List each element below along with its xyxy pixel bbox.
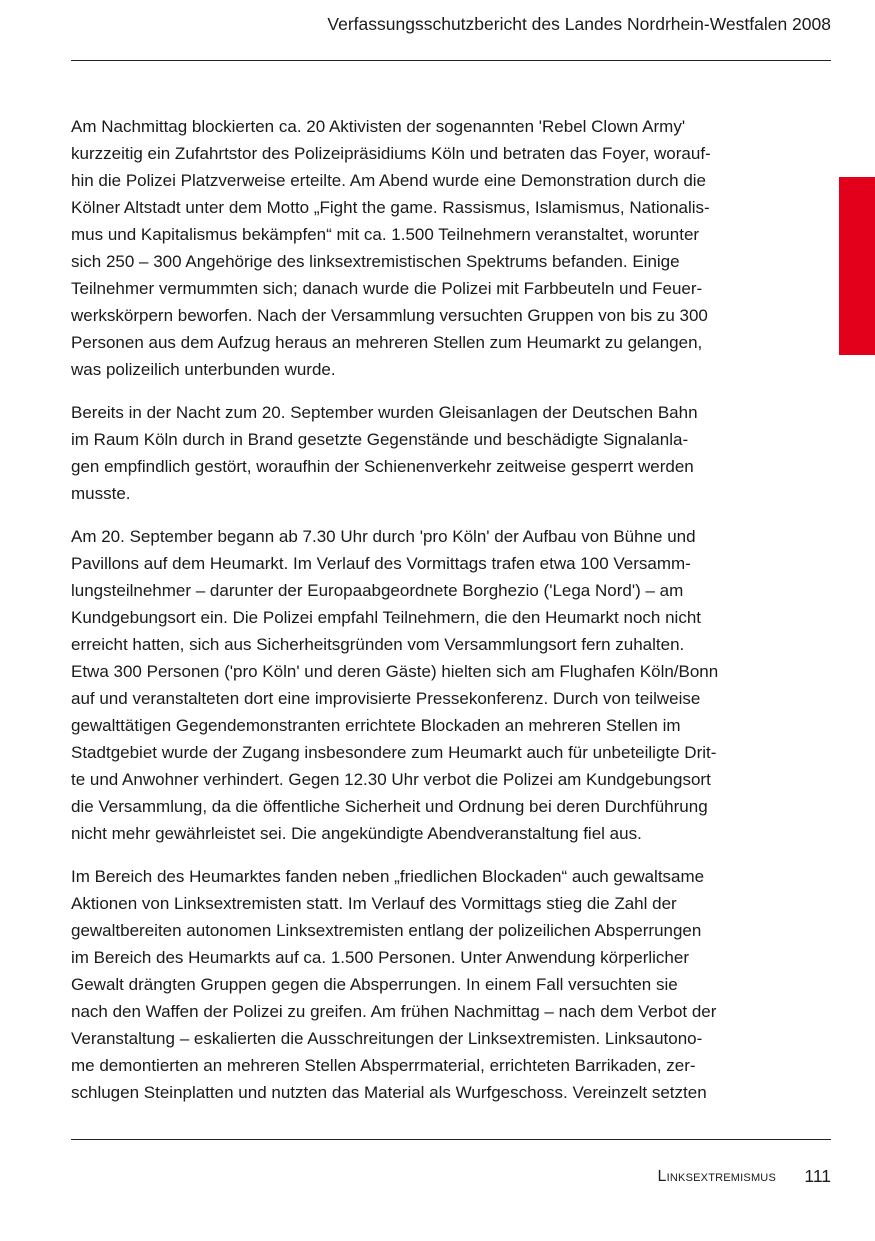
text-line: im Bereich des Heumarkts auf ca. 1.500 Personen. Unter Anwendung körperlicher xyxy=(71,948,689,967)
text-line: Stadtgebiet wurde der Zugang insbesondere zum Heumarkt auch für unbeteiligte Drit- xyxy=(71,743,717,762)
text-line: was polizeilich unterbunden wurde. xyxy=(71,360,336,379)
page-header-title: Verfassungsschutzbericht des Landes Nordrhein-Westfalen 2008 xyxy=(327,14,831,34)
text-line: Aktionen von Linksextremisten statt. Im Verlauf des Vormittags stieg die Zahl der xyxy=(71,894,677,913)
text-line: Bereits in der Nacht zum 20. September wurden Gleisanlagen der Deutschen Bahn xyxy=(71,403,698,422)
text-line: nicht mehr gewährleistet sei. Die angekündigte Abendveranstaltung fiel aus. xyxy=(71,824,642,843)
text-line: gewaltbereiten autonomen Linksextremisten entlang der polizeilichen Absperrungen xyxy=(71,921,702,940)
text-line: werkskörpern beworfen. Nach der Versammlung versuchten Gruppen von bis zu 300 xyxy=(71,306,708,325)
text-line: Etwa 300 Personen ('pro Köln' und deren Gäste) hielten sich am Flughafen Köln/Bonn xyxy=(71,662,719,681)
text-line: hin die Polizei Platzverweise erteilte. Am Abend wurde eine Demonstration durch die xyxy=(71,171,707,190)
text-line: schlugen Steinplatten und nutzten das Material als Wurfgeschoss. Vereinzelt setzten xyxy=(71,1083,707,1102)
text-line: auf und veranstalteten dort eine improvisierte Pressekonferenz. Durch von teilweise xyxy=(71,689,701,708)
text-line: Im Bereich des Heumarktes fanden neben „friedlichen Blockaden“ auch gewaltsame xyxy=(71,867,705,886)
text-line: Am 20. September begann ab 7.30 Uhr durch 'pro Köln' der Aufbau von Bühne und xyxy=(71,527,696,546)
paragraph xyxy=(71,523,831,847)
text-line: die Versammlung, da die öffentliche Sicherheit und Ordnung bei deren Durchführung xyxy=(71,797,708,816)
paragraph xyxy=(71,399,831,507)
text-line: te und Anwohner verhindert. Gegen 12.30 Uhr verbot die Polizei am Kundgebungsort xyxy=(71,770,711,789)
text-line: mus und Kapitalismus bekämpfen“ mit ca. 1.500 Teilnehmern veranstaltet, worunter xyxy=(71,225,700,244)
footer-section-title: Linksextremismus xyxy=(657,1168,776,1185)
body-text xyxy=(71,113,831,1122)
text-line: kurzzeitig ein Zufahrtstor des Polizeipräsidiums Köln und betraten das Foyer, worauf- xyxy=(71,144,711,163)
text-line: Gewalt drängten Gruppen gegen die Absperrungen. In einem Fall versuchten sie xyxy=(71,975,678,994)
text-line: Kölner Altstadt unter dem Motto „Fight the game. Rassismus, Islamismus, Nationalis- xyxy=(71,198,710,217)
text-line: musste. xyxy=(71,484,131,503)
text-line: Veranstaltung – eskalierten die Ausschreitungen der Linksextremisten. Linksautono- xyxy=(71,1029,703,1048)
text-line: Personen aus dem Aufzug heraus an mehreren Stellen zum Heumarkt zu gelangen, xyxy=(71,333,703,352)
text-line: gewalttätigen Gegendemonstranten errichtete Blockaden an mehreren Stellen im xyxy=(71,716,681,735)
text-line: erreicht hatten, sich aus Sicherheitsgründen vom Versammlungsort fern zuhalten. xyxy=(71,635,685,654)
text-line: lungsteilnehmer – darunter der Europaabgeordnete Borghezio ('Lega Nord') – am xyxy=(71,581,684,600)
paragraph xyxy=(71,863,831,1106)
text-line: Kundgebungsort ein. Die Polizei empfahl Teilnehmern, die den Heumarkt noch nicht xyxy=(71,608,702,627)
page-number: 111 xyxy=(804,1166,831,1186)
footer-divider xyxy=(71,1139,831,1140)
text-line: Pavillons auf dem Heumarkt. Im Verlauf des Vormittags trafen etwa 100 Versamm- xyxy=(71,554,691,573)
header-divider xyxy=(71,60,831,61)
text-line: im Raum Köln durch in Brand gesetzte Gegenstände und beschädigte Signalanla- xyxy=(71,430,689,449)
text-line: nach den Waffen der Polizei zu greifen. Am frühen Nachmittag – nach dem Verbot der xyxy=(71,1002,717,1021)
text-line: Am Nachmittag blockierten ca. 20 Aktivisten der sogenannten 'Rebel Clown Army' xyxy=(71,117,686,136)
text-line: me demontierten an mehreren Stellen Absperrmaterial, errichteten Barrikaden, zer- xyxy=(71,1056,696,1075)
paragraph xyxy=(71,113,831,383)
text-line: sich 250 – 300 Angehörige des linksextremistischen Spektrums befanden. Einige xyxy=(71,252,680,271)
chapter-marker-tab xyxy=(839,177,875,355)
text-line: Teilnehmer vermummten sich; danach wurde die Polizei mit Farbbeuteln und Feuer- xyxy=(71,279,703,298)
text-line: gen empfindlich gestört, woraufhin der Schienenverkehr zeitweise gesperrt werden xyxy=(71,457,694,476)
